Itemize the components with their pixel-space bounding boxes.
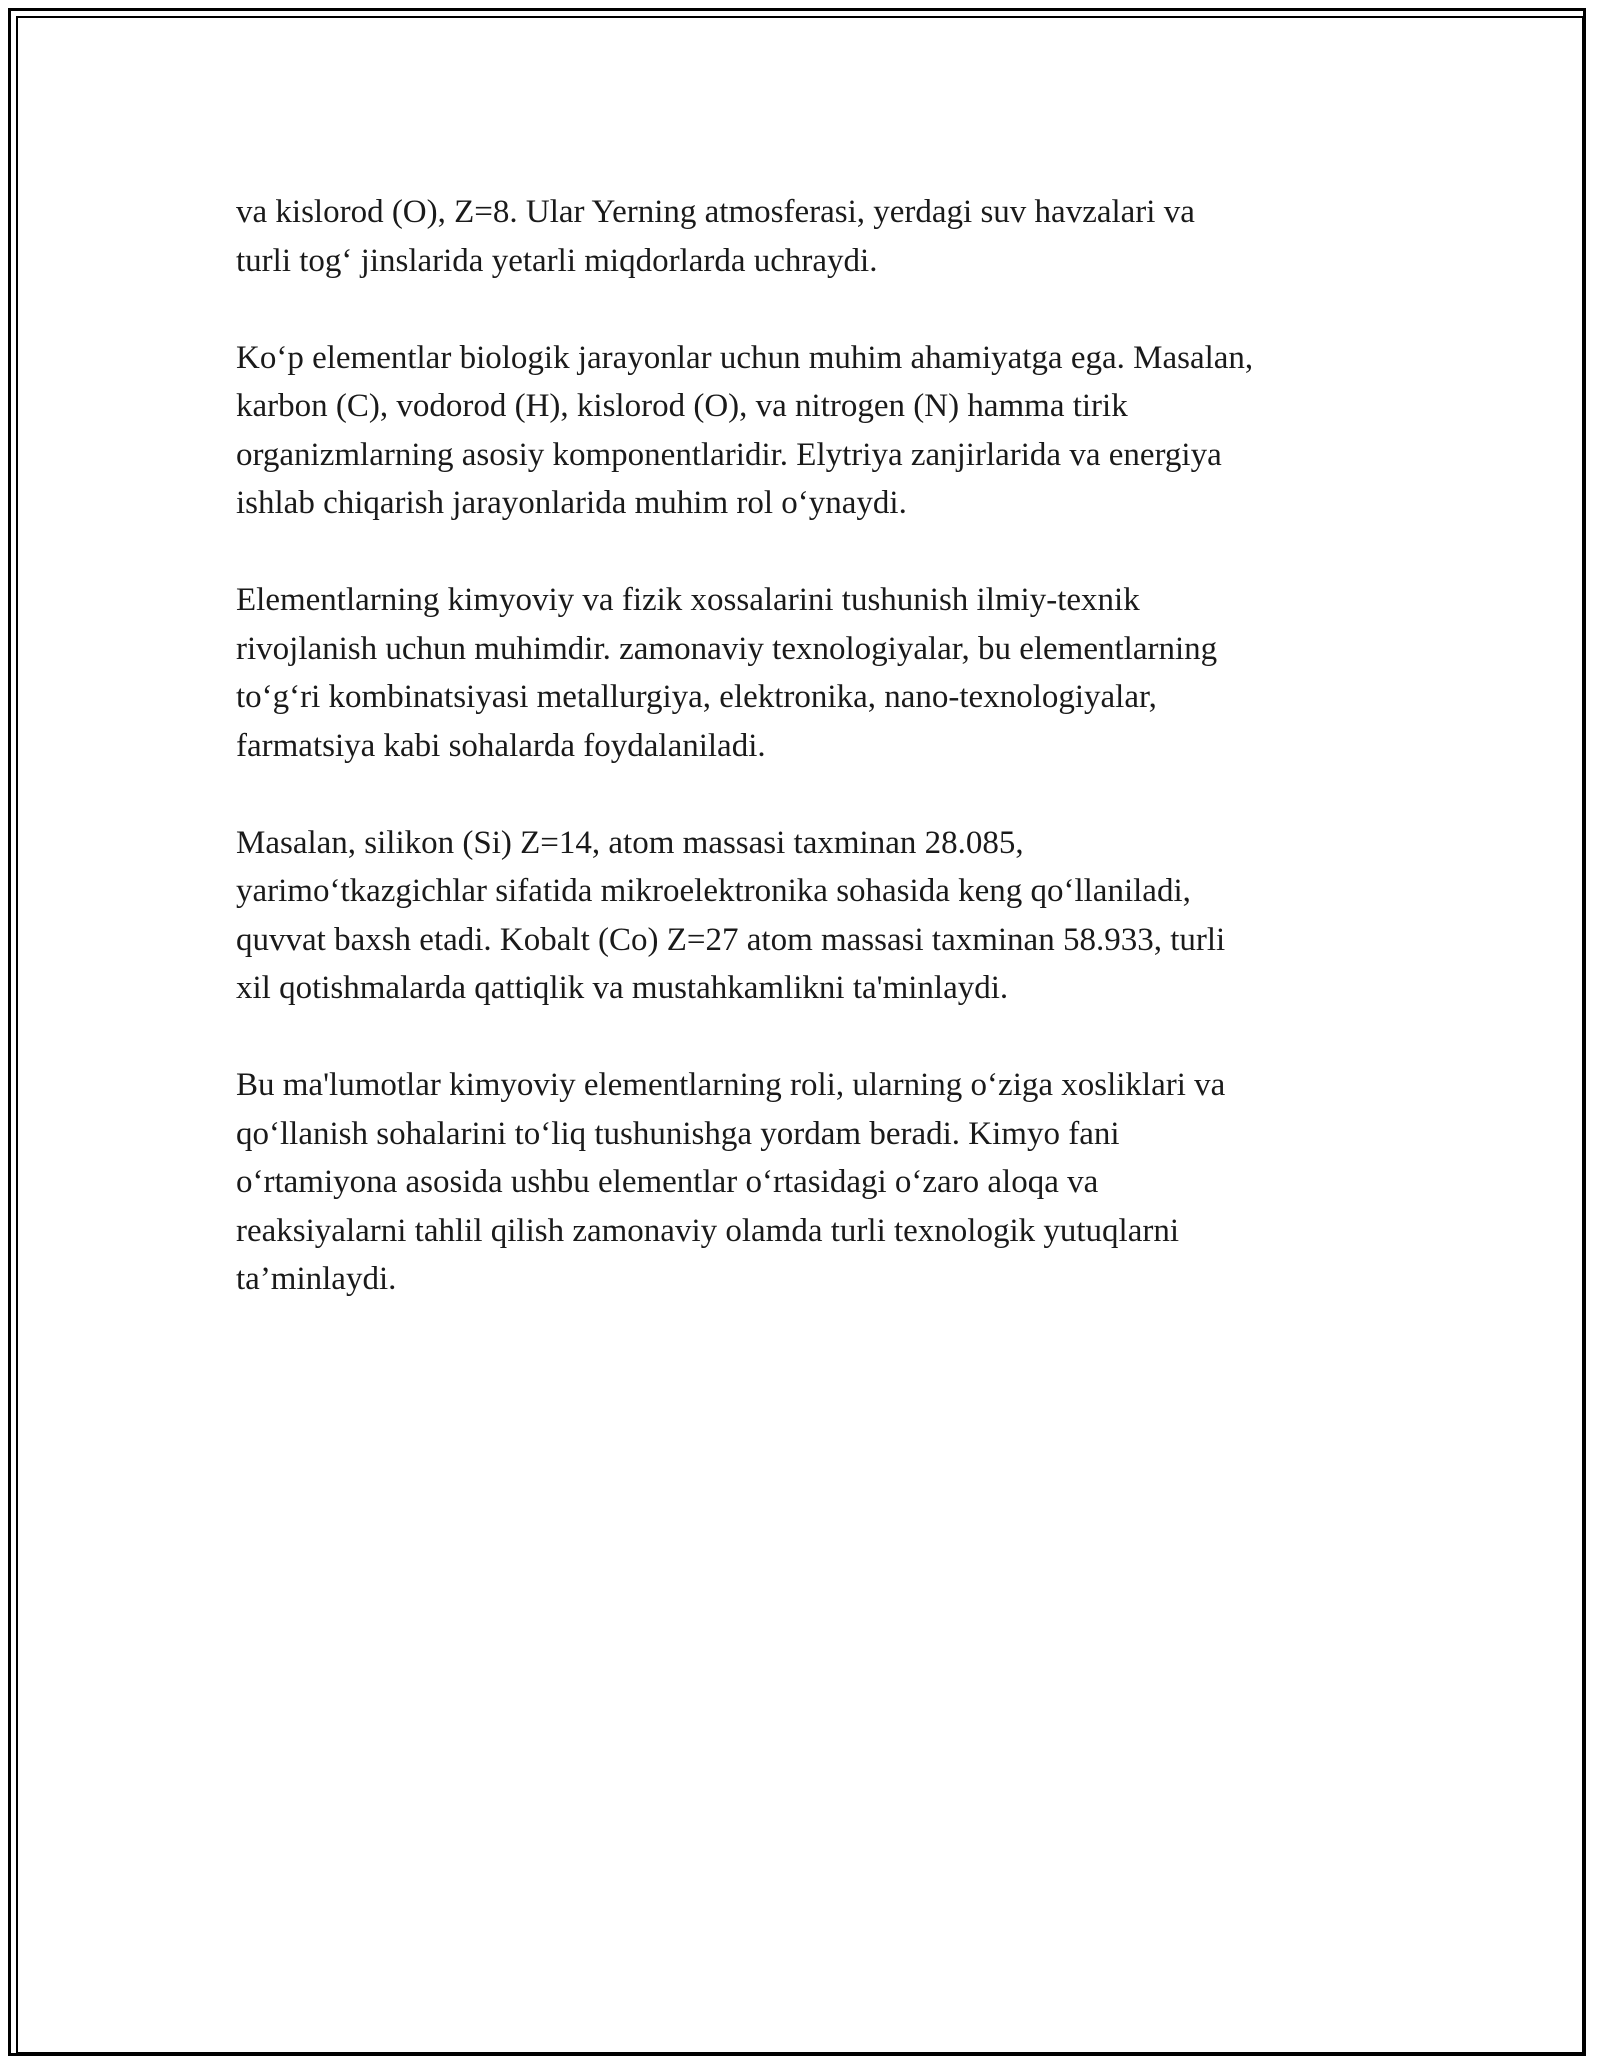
text-line: turli tog‘ jinslarida yetarli miqdorlarda uchraydi. xyxy=(236,242,878,279)
text-line: Ko‘p elementlar biologik jarayonlar uchun muhim ahamiyatga ega. Masalan, xyxy=(236,339,1254,376)
text-line: to‘g‘ri kombinatsiyasi metallurgiya, elektronika, nano-texnologiyalar, xyxy=(236,679,1157,715)
text-line: Elementlarning kimyoviy va fizik xossalarini tushunish ilmiy-texnik xyxy=(236,582,1140,618)
text-line: ta’minlaydi. xyxy=(236,1261,397,1297)
text-line: xil qotishmalarda qattiqlik va mustahkamlikni ta'minlaydi. xyxy=(236,970,1009,1006)
paragraph-3 xyxy=(236,576,1376,770)
text-line: organizmlarning asosiy komponentlaridir. Elytriya zanjirlarida va energiya xyxy=(236,436,1222,473)
text-line: o‘rtamiyona asosida ushbu elementlar o‘rtasidagi o‘zaro aloqa va xyxy=(236,1164,1099,1200)
text-line: qo‘llanish sohalarini to‘liq tushunishga yordam beradi. Kimyo fani xyxy=(236,1115,1120,1152)
paragraph-5 xyxy=(236,1061,1376,1304)
text-line: yarimo‘tkazgichlar sifatida mikroelektronika sohasida keng qo‘llaniladi, xyxy=(236,873,1191,909)
text-line: va kislorod (O), Z=8. Ular Yerning atmosferasi, yerdagi suv havzalari va xyxy=(236,194,1195,230)
paragraph-2 xyxy=(236,334,1376,528)
text-line: quvvat baxsh etadi. Kobalt (Co) Z=27 atom massasi taxminan 58.933, turli xyxy=(236,921,1226,958)
text-line: rivojlanish uchun muhimdir. zamonaviy texnologiyalar, bu elementlarning xyxy=(236,630,1218,667)
document-body xyxy=(236,188,1376,1352)
text-line: Bu ma'lumotlar kimyoviy elementlarning roli, ularning o‘ziga xosliklari va xyxy=(236,1067,1226,1103)
text-line: Masalan, silikon (Si) Z=14, atom massasi taxminan 28.085, xyxy=(236,824,1024,861)
text-line: karbon (C), vodorod (H), kislorod (O), va nitrogen (N) hamma tirik xyxy=(236,388,1128,424)
text-line: reaksiyalarni tahlil qilish zamonaviy olamda turli texnologik yutuqlarni xyxy=(236,1212,1180,1249)
text-line: ishlab chiqarish jarayonlarida muhim rol o‘ynaydi. xyxy=(236,485,907,521)
text-line: farmatsiya kabi sohalarda foydalaniladi. xyxy=(236,727,766,764)
paragraph-1 xyxy=(236,188,1376,285)
paragraph-4 xyxy=(236,819,1376,1013)
